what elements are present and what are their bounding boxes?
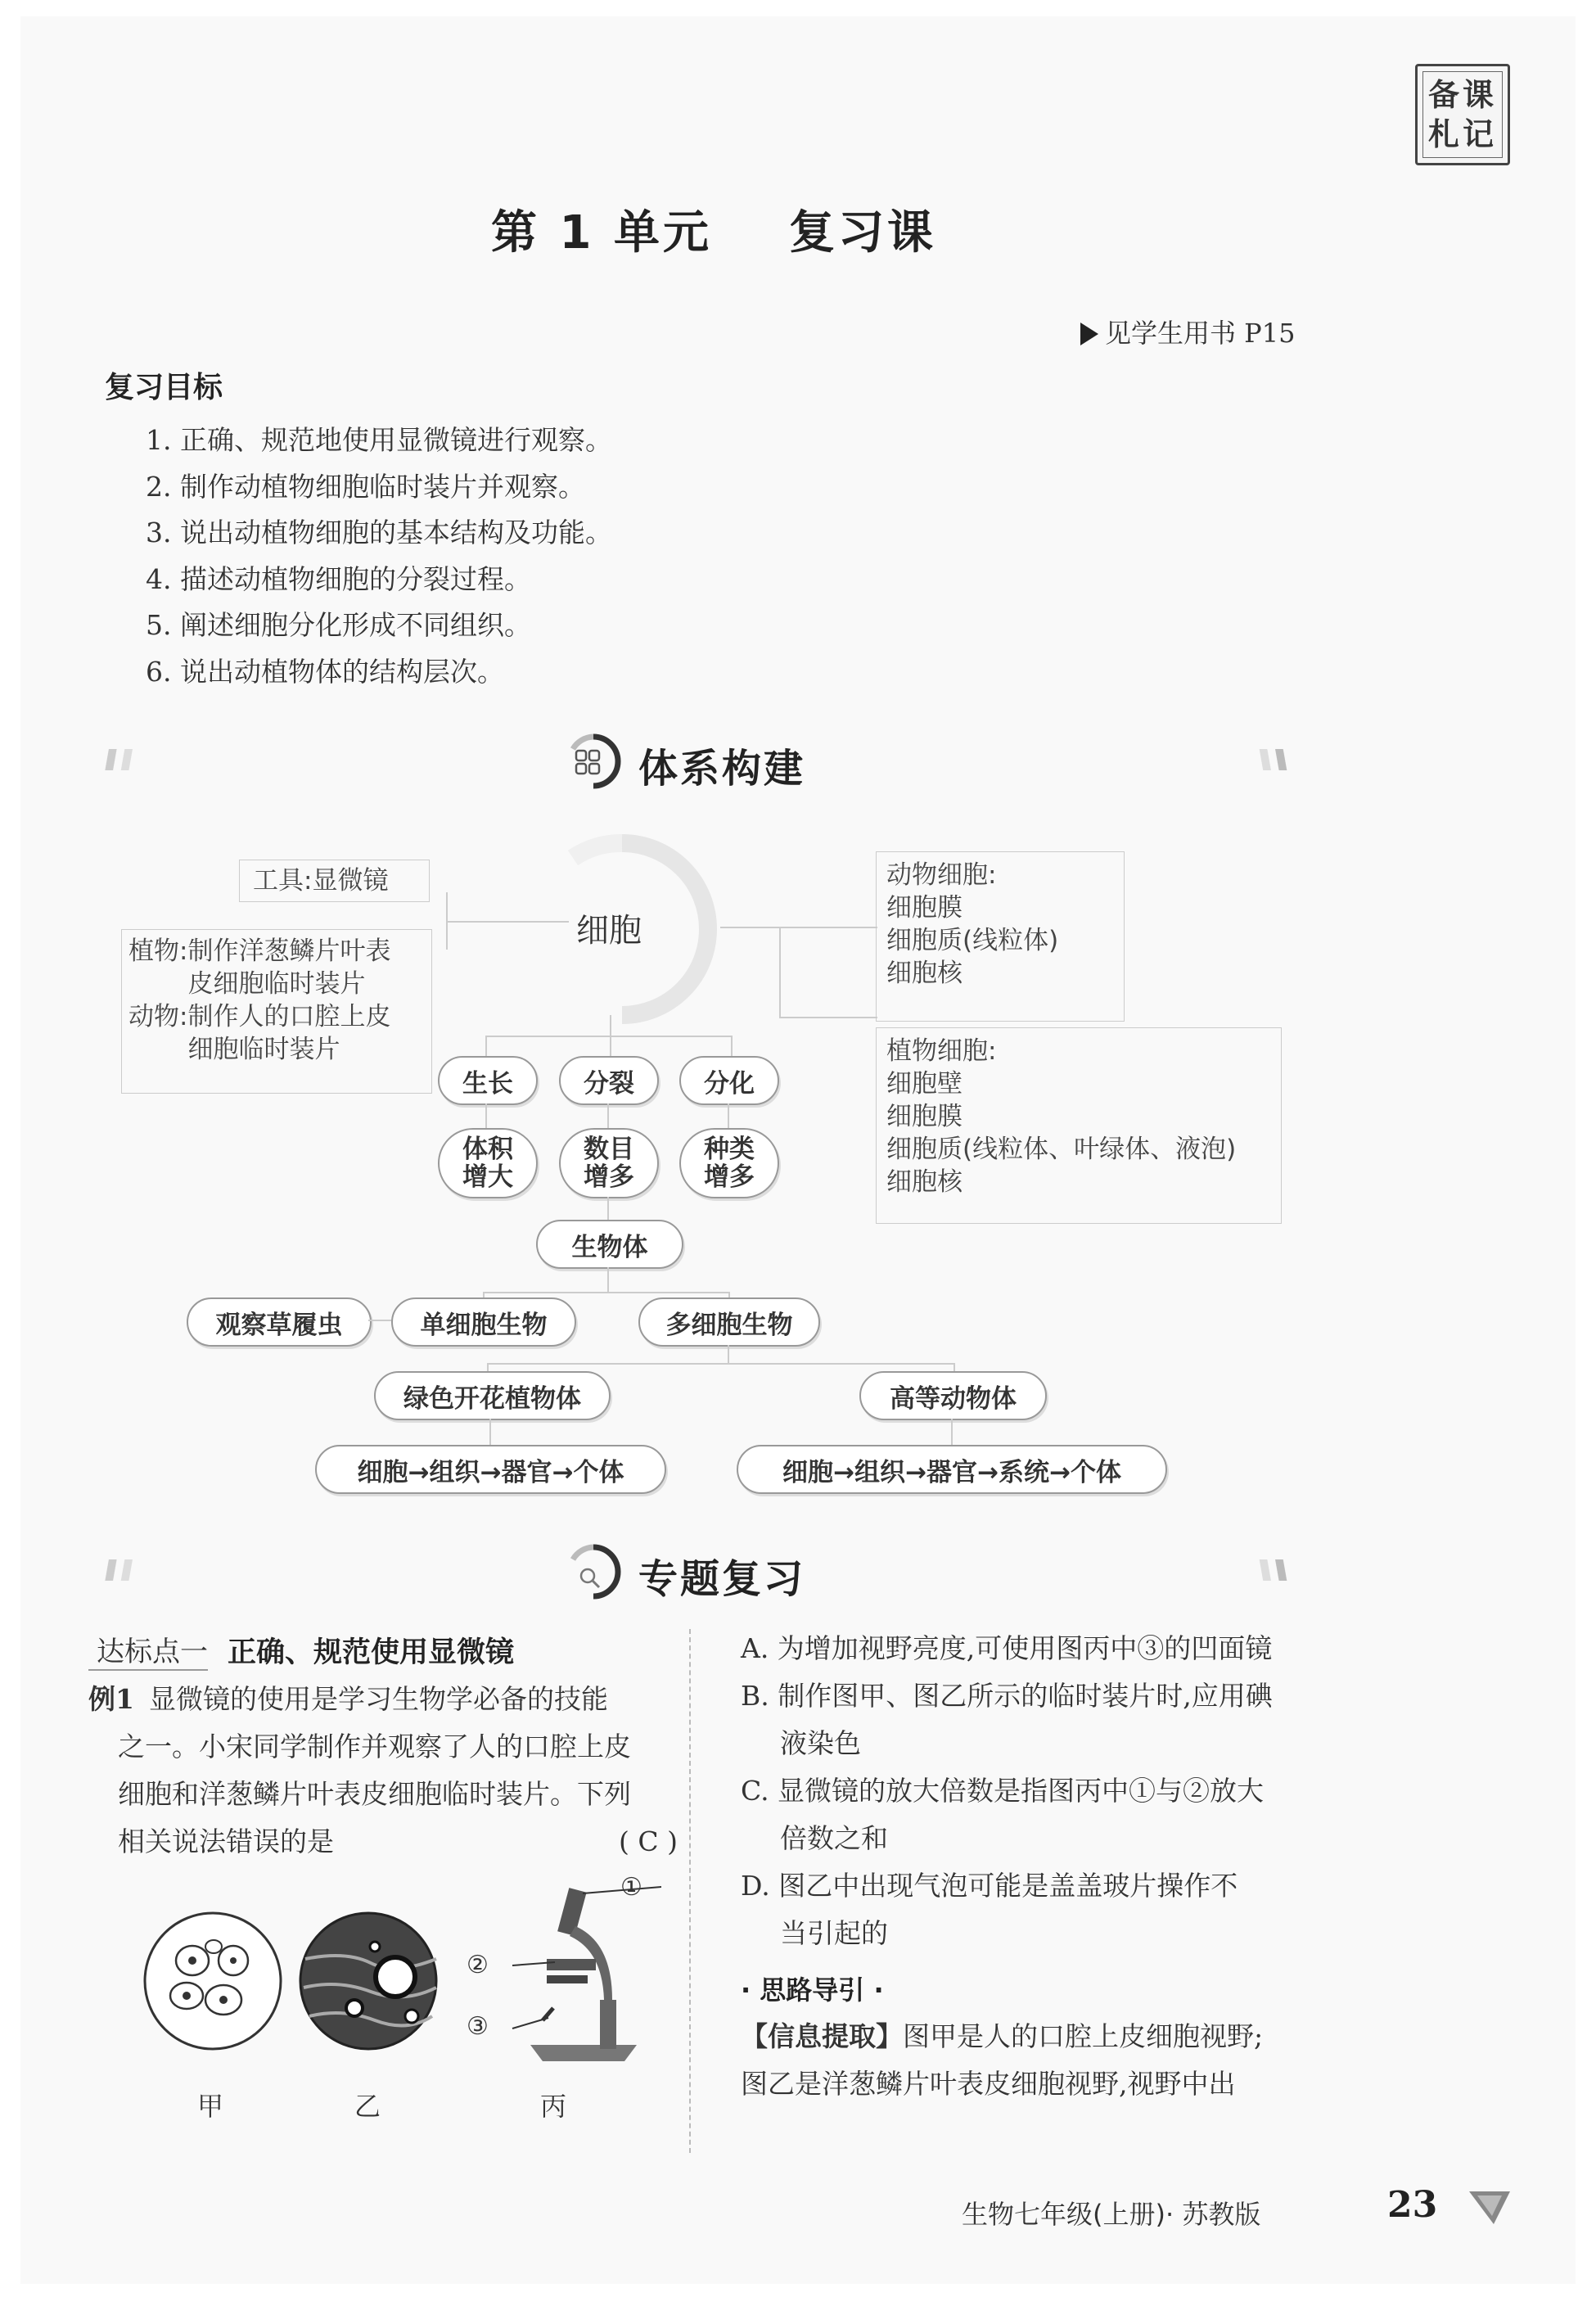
connector-line <box>610 1015 611 1060</box>
connector-line <box>728 1345 729 1363</box>
marker-2: ② <box>467 1951 489 1979</box>
marker-1: ① <box>620 1873 642 1902</box>
answer-options <box>741 1625 1314 2108</box>
connector-line <box>485 1103 487 1128</box>
observe-paramecium-node: 观察草履虫 <box>187 1297 372 1347</box>
example-line <box>88 1818 678 1866</box>
differentiation-node: 分化 <box>679 1056 779 1105</box>
corner-arrow-icon <box>1465 2187 1514 2228</box>
option-b: B. 制作图甲、图乙所示的临时装片时,应用碘 <box>741 1680 1273 1712</box>
knowledge-point-tag: 达标点一 <box>88 1629 208 1671</box>
option-d: D. 图乙中出现气泡可能是盖盖玻片操作不 <box>741 1870 1238 1902</box>
connector-line <box>485 1036 731 1037</box>
plant-cell-part: 细胞膜 <box>886 1102 963 1131</box>
plant-cell-part: 细胞核 <box>886 1167 963 1197</box>
review-icon <box>565 1543 622 1600</box>
tool-box: 工具:显微镜 <box>239 860 430 902</box>
animal-prep-line-1: 制作人的口腔上皮 <box>187 1002 391 1031</box>
decorative-slash <box>90 1559 139 1581</box>
figure-bing-microscope <box>498 1877 661 2082</box>
example-line: 细胞和洋葱鳞片叶表皮细胞临时装片。下列 <box>118 1778 631 1810</box>
figure-area <box>88 1873 678 2147</box>
multicellular-node: 多细胞生物 <box>638 1297 820 1347</box>
connector-line <box>779 1017 877 1018</box>
connector-line <box>731 1036 733 1056</box>
connector-line <box>368 1320 391 1321</box>
figure-jia-oral-cells <box>142 1910 285 2053</box>
differentiation-result <box>679 1128 779 1198</box>
connector-line <box>485 1036 487 1056</box>
plant-prep-line-2: 皮细胞临时装片 <box>187 969 366 999</box>
figure-jia-label: 甲 <box>197 2091 224 2122</box>
reference-text: 见学生用书 P15 <box>1105 318 1296 349</box>
objective-item: 1. 正确、规范地使用显微镜进行观察。 <box>146 424 612 456</box>
connector-line <box>607 1103 609 1128</box>
example-question <box>88 1676 678 1866</box>
marker-3: ③ <box>467 2012 489 2041</box>
guide-label: 【信息提取】 <box>741 2020 903 2052</box>
section-title: 专题复习 <box>638 1556 806 1602</box>
figure-bing-label: 丙 <box>540 2091 567 2122</box>
example-text: 显微镜的使用是学习生物学必备的技能 <box>148 1683 608 1715</box>
division-node: 分裂 <box>559 1056 659 1105</box>
animal-levels-node: 细胞→组织→器官→系统→个体 <box>737 1445 1167 1494</box>
plant-prep-text <box>187 935 390 1000</box>
growth-result-line-1: 体积 <box>462 1135 513 1164</box>
animal-cell-box <box>876 851 1125 1022</box>
guide-line: 图乙是洋葱鳞片叶表皮细胞视野,视野中出 <box>741 2068 1236 2100</box>
growth-result <box>438 1128 538 1198</box>
example-line <box>88 1676 678 1723</box>
knowledge-point-heading <box>88 1629 678 1671</box>
objective-item: 2. 制作动植物细胞临时装片并观察。 <box>146 470 585 503</box>
example-line: 之一。小宋同学制作并观察了人的口腔上皮 <box>118 1731 631 1762</box>
objectives-heading: 复习目标 <box>105 371 223 404</box>
badge-line-1: 备课 <box>1427 76 1497 113</box>
decorative-slash <box>1252 1559 1301 1581</box>
differentiation-result-line-2: 增多 <box>704 1162 755 1192</box>
connector-line <box>779 927 877 928</box>
connector-line <box>720 927 779 928</box>
connector-line <box>487 1363 954 1365</box>
option-b-cont: 液染色 <box>780 1727 861 1759</box>
division-result-line-1: 数目 <box>584 1135 634 1164</box>
animal-cell-title: 动物细胞: <box>886 860 997 890</box>
figure-yi-label: 乙 <box>354 2091 381 2122</box>
connector-line <box>607 1267 609 1292</box>
column-divider <box>689 1629 691 2153</box>
connector-line <box>951 1419 953 1445</box>
connector-line <box>446 892 448 950</box>
animal-prep-line-2: 细胞临时装片 <box>187 1035 340 1064</box>
plant-prep-label: 植物: <box>128 936 188 966</box>
organism-node: 生物体 <box>536 1220 683 1269</box>
animal-cell-part: 细胞质(线粒体) <box>886 926 1059 955</box>
plant-cell-part: 细胞壁 <box>886 1069 963 1099</box>
unicellular-node: 单细胞生物 <box>391 1297 576 1347</box>
animal-cell-part: 细胞核 <box>886 959 963 988</box>
plant-prep-line-1: 制作洋葱鳞片叶表 <box>187 936 391 966</box>
option-c-cont: 倍数之和 <box>780 1822 888 1854</box>
growth-result-line-2: 增大 <box>462 1162 513 1192</box>
answer-bracket: ( C ) <box>619 1825 678 1857</box>
connector-line <box>728 1103 729 1128</box>
cell-center-label: 细胞 <box>576 912 642 950</box>
knowledge-point-title: 正确、规范使用显微镜 <box>228 1636 515 1669</box>
example-text: 相关说法错误的是 <box>118 1825 334 1857</box>
option-a: A. 为增加视野亮度,可使用图丙中③的凹面镜 <box>741 1632 1273 1664</box>
higher-animal-node: 高等动物体 <box>859 1371 1047 1420</box>
plant-prep <box>128 935 425 1000</box>
guide-text: 图甲是人的口腔上皮细胞视野; <box>903 2020 1264 2052</box>
connector-line <box>779 927 781 1017</box>
section-title: 体系构建 <box>638 746 806 792</box>
plant-cell-box <box>876 1027 1282 1224</box>
division-result-line-2: 增多 <box>584 1162 634 1192</box>
connector-line <box>607 1197 609 1220</box>
animal-prep-label: 动物: <box>128 1002 188 1031</box>
page-title: 第 1 单元 复习课 <box>491 206 936 259</box>
footer-book-title: 生物七年级(上册)· 苏教版 <box>962 2199 1261 2230</box>
animal-prep <box>128 1000 425 1066</box>
badge-line-2: 札记 <box>1427 115 1497 152</box>
connector-line <box>446 921 569 923</box>
example-label: 例1 <box>88 1683 134 1715</box>
differentiation-result-line-1: 种类 <box>704 1135 755 1164</box>
objective-item: 3. 说出动植物细胞的基本结构及功能。 <box>146 517 612 549</box>
objective-item: 5. 阐述细胞分化形成不同组织。 <box>146 609 531 642</box>
growth-node: 生长 <box>438 1056 538 1105</box>
plant-cell-part: 细胞质(线粒体、叶绿体、液泡) <box>886 1135 1237 1164</box>
division-result <box>559 1128 659 1198</box>
objective-item: 4. 描述动植物细胞的分裂过程。 <box>146 562 531 595</box>
section-banner-review <box>82 1531 1310 1613</box>
connector-line <box>483 1292 728 1293</box>
animal-prep-text <box>187 1000 390 1066</box>
objective-item: 6. 说出动植物体的结构层次。 <box>146 655 504 688</box>
page-number: 23 <box>1387 2184 1438 2226</box>
animal-cell-part: 细胞膜 <box>886 893 963 923</box>
guide-title: · 思路导引 · <box>741 1974 884 2006</box>
example-column <box>88 1629 678 2147</box>
option-c: C. 显微镜的放大倍数是指图丙中①与②放大 <box>741 1775 1265 1807</box>
plant-cell-title: 植物细胞: <box>886 1036 997 1066</box>
preparation-box <box>121 929 432 1094</box>
connector-line <box>489 1419 491 1445</box>
flowering-plant-node: 绿色开花植物体 <box>374 1371 611 1420</box>
guide-line <box>741 2013 1314 2060</box>
option-d-cont: 当引起的 <box>780 1917 888 1949</box>
plant-levels-node: 细胞→组织→器官→个体 <box>315 1445 666 1494</box>
figure-yi-onion-cells <box>297 1910 440 2053</box>
